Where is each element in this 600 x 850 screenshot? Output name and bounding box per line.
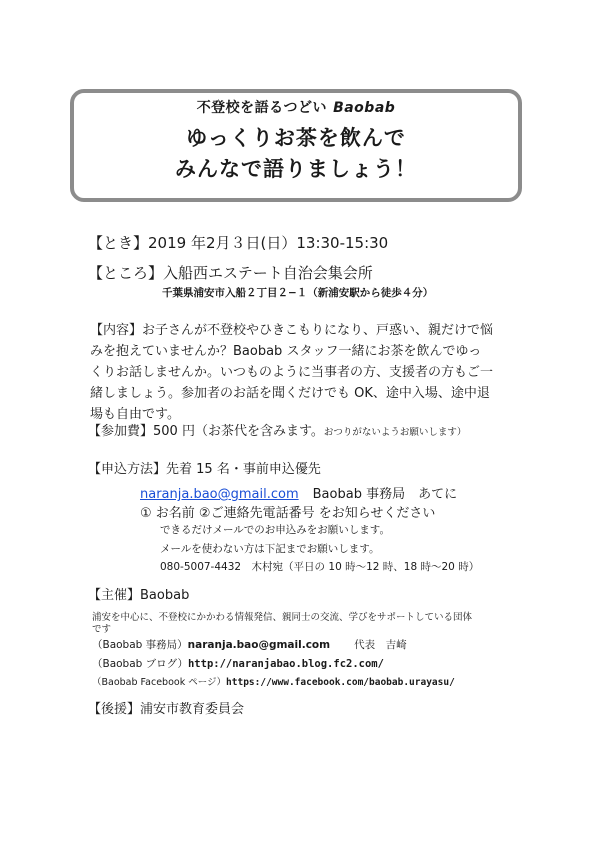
host-facebook-row <box>92 674 455 688</box>
title-line-2: みんなで語りましょう！ <box>175 157 417 181</box>
apply-email-link[interactable]: naranja.bao@gmail.com <box>140 487 299 502</box>
subtitle-en: Baobab <box>333 100 396 116</box>
subtitle-jp: 不登校を語るつどい <box>196 100 328 116</box>
apply-email-row <box>140 483 457 502</box>
content-line-3: くりお話しませんか。いつものように当事者の方、支援者の方もご一 <box>90 365 494 380</box>
event-subtitle <box>74 97 518 117</box>
host-row <box>88 584 189 603</box>
where-row <box>88 262 373 283</box>
content-line-2: みを抱えていませんか？Baobab スタッフ一緒にお茶を飲んでゆっ <box>90 344 482 359</box>
content-line-5: 場も自由です。 <box>90 407 180 422</box>
fee-note: おつりがないようお願いします） <box>323 427 467 438</box>
where-value: 入船西エステート自治会集会所 <box>163 264 373 282</box>
apply-office: Baobab 事務局 あてに <box>312 487 458 502</box>
host-office-email[interactable]: naranja.bao@gmail.com <box>187 639 331 651</box>
content-line-4: 緒しましょう。参加者のお話を聞くだけでも OK、途中入場、途中退 <box>90 386 490 401</box>
when-row <box>88 232 388 253</box>
apply-label: 【申込方法】 <box>88 462 167 477</box>
content-paragraph <box>90 320 520 425</box>
apply-value: 先着 15 名・事前申込優先 <box>166 462 321 477</box>
apply-note-1: できるだけメールでのお申込みをお願いします。 <box>160 524 390 536</box>
host-facebook-label: （Baobab Facebook ページ） <box>92 677 227 688</box>
support-row <box>88 698 244 717</box>
apply-items: ① お名前 ②ご連絡先電話番号 をお知らせください <box>140 506 436 521</box>
fee-row <box>88 420 466 439</box>
host-office-row <box>92 637 407 652</box>
where-address: 千葉県浦安市入船２丁目２−１（新浦安駅から徒歩４分） <box>162 287 434 299</box>
content-line-1: お子さんが不登校やひきこもりになり、戸惑い、親だけで悩 <box>142 323 494 338</box>
host-blog-link[interactable]: http://naranjabao.blog.fc2.com/ <box>187 658 384 670</box>
when-label: 【とき】 <box>88 234 149 252</box>
when-value: 2019 年2月３日(日）13:30-15:30 <box>148 234 389 252</box>
host-value: Baobab <box>140 588 190 603</box>
support-value: 浦安市教育委員会 <box>140 702 245 717</box>
event-title <box>74 123 518 185</box>
fee-value: 500 円（お茶代を含みます。 <box>153 424 324 439</box>
host-desc-1: 浦安を中心に、不登校にかかわる情報発信、親同士の交流、学びをサポートしている団体 <box>92 612 473 623</box>
host-blog-row <box>92 656 384 671</box>
host-desc-2: です <box>92 624 112 635</box>
apply-row <box>88 458 321 477</box>
host-label: 【主催】 <box>88 588 141 603</box>
content-label: 【内容】 <box>90 323 143 338</box>
host-blog-label: （Baobab ブログ） <box>92 658 188 670</box>
host-representative: 代表 吉崎 <box>354 639 407 651</box>
apply-note-2: メールを使わない方は下記までお願いします。 <box>160 543 380 555</box>
host-facebook-link[interactable]: https://www.facebook.com/baobab.urayasu/ <box>226 677 455 688</box>
support-label: 【後援】 <box>88 702 141 717</box>
title-box <box>70 89 522 202</box>
fee-label: 【参加費】 <box>88 424 154 439</box>
host-office-label: （Baobab 事務局） <box>92 639 188 651</box>
where-label: 【ところ】 <box>88 264 164 282</box>
title-line-1: ゆっくりお茶を飲んで <box>186 126 406 150</box>
apply-phone: 080-5007-4432 木村宛（平日の 10 時〜12 時、18 時〜20 時） <box>160 561 480 573</box>
